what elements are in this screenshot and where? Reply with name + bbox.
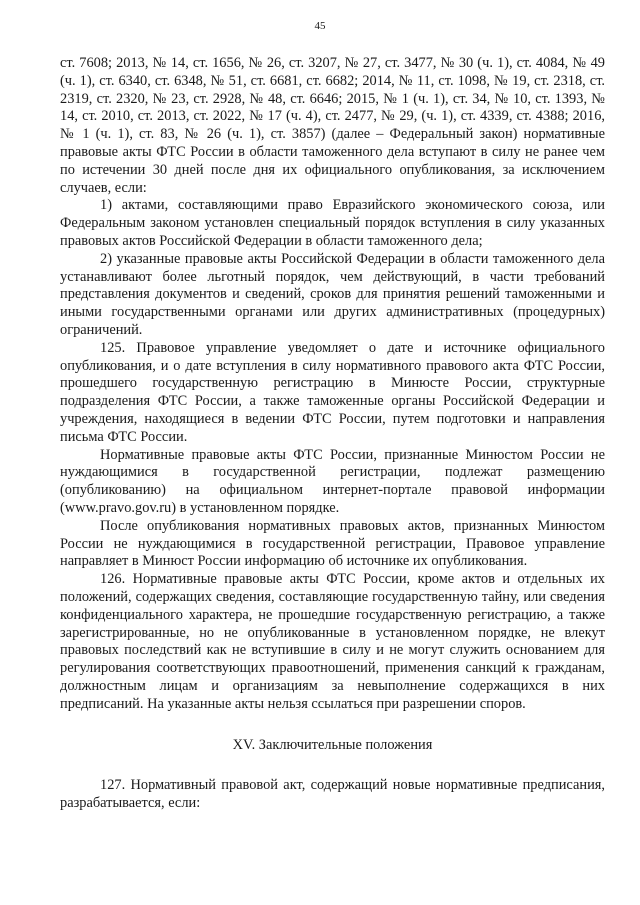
paragraph-126: 126. Нормативные правовые акты ФТС России, кроме актов и отдельных их положений, содержащих сведения, составляющие государственную тайну, или сведения конфиденциального характера, не прошедшие государственную регистрацию, а также зарегистрированные, но не опубликованные в установленном порядке, не влекут правовых последствий как не вступившие в силу и не могут служить основанием для регулирования соответствующих правоотношений, применения санкций к гражданам, должностным лицам и организациям за невыполнение содержащихся в них предписаний. На указанные акты нельзя ссылаться при разрешении споров. xyxy=(60,571,605,712)
document-body xyxy=(60,55,605,813)
paragraph-publication-portal: Нормативные правовые акты ФТС России, признанные Минюстом России не нуждающимися в государственной регистрации, подлежат размещению (опубликованию) на официальном интернет-портале правовой информации (www.pravo.gov.ru) в установленном порядке. xyxy=(60,446,605,516)
page-number: 45 xyxy=(314,20,326,32)
paragraph-125: 125. Правовое управление уведомляет о дате и источнике официального опубликования, и о дате вступления в силу нормативного правового акта ФТС России, прошедшего государственную регистрацию в Минюсте России, структурные подразделения ФТС России, а также таможенные органы Российской Федерации и учреждения, находящиеся в ведении ФТС России, путем подготовки и направления письма ФТС России. xyxy=(60,339,605,445)
paragraph-item-1: 1) актами, составляющими право Евразийского экономического союза, или Федеральным законом установлен специальный порядок вступления в силу указанных правовых актов Российской Федерации в области таможенного дела; xyxy=(60,197,605,249)
paragraph-item-2: 2) указанные правовые акты Российской Федерации в области таможенного дела устанавливают более льготный порядок, чем действующий, в части требований представления документов и сведений, сроков для принятия решений таможенными и иными государственными органами или других административных (процедурных) ограничений. xyxy=(60,250,605,338)
paragraph-127: 127. Нормативный правовой акт, содержащий новые нормативные предписания, разрабатывается, если: xyxy=(60,777,605,812)
section-heading: XV. Заключительные положения xyxy=(232,737,433,754)
paragraph-continuation: ст. 7608; 2013, № 14, ст. 1656, № 26, ст. 3207, № 27, ст. 3477, № 30 (ч. 1), ст. 4084, № 49 (ч. 1), ст. 6340, ст. 6348, № 51, ст. 6681, ст. 6682; 2014, № 11, ст. 1098, № 19, ст. 2318, ст. 2319, ст. 2320, № 23, ст. 2928, № 48, ст. 6646; 2015, № 1 (ч. 1), ст. 34, № 10, ст. 1393, № 14, ст. 2010, ст. 2013, ст. 2022, № 17 (ч. 4), ст. 2477, № 29, (ч. 1), ст. 4339, ст. 4388; 2016, № 1 (ч. 1), ст. 83, № 26 (ч. 1), ст. 3857) (далее – Федеральный закон) нормативные правовые акты ФТС России в области таможенного дела вступают в силу не ранее чем по истечении 30 дней после дня их официального опубликования, за исключением случаев, если: xyxy=(60,55,605,196)
paragraph-publication-source: После опубликования нормативных правовых актов, признанных Минюстом России не нуждающимися в государственной регистрации, Правовое управление направляет в Минюст России информацию об источнике их опубликования. xyxy=(60,517,605,570)
